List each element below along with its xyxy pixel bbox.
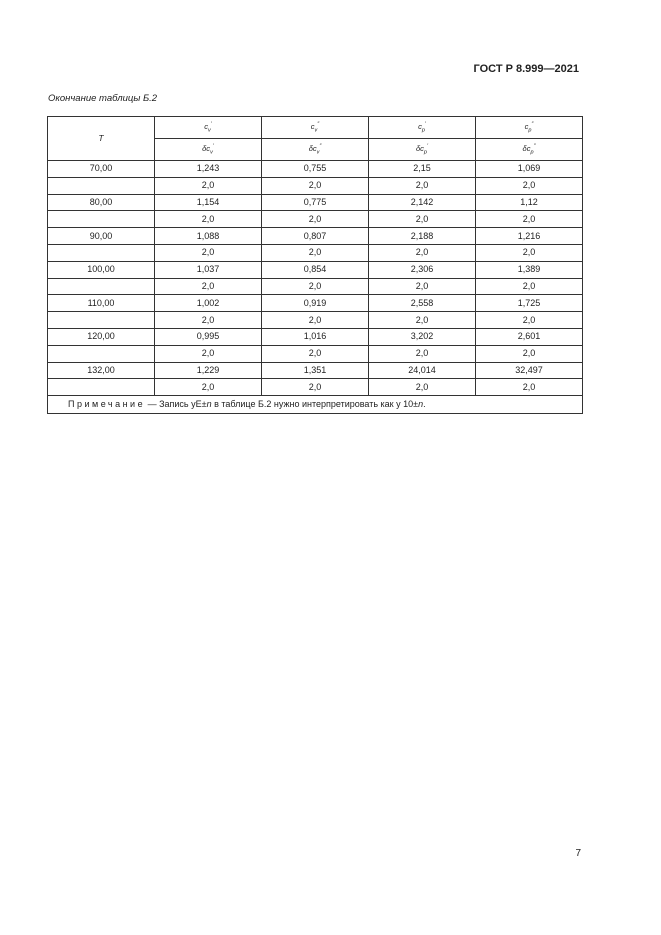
table-row [48,228,583,245]
cell-T: 120,00 [48,328,155,345]
table-row [48,211,583,228]
header-symbol: $c_p'$ [369,117,476,139]
cell-value: 0,807 [262,228,369,245]
cell-value: 1,037 [155,261,262,278]
cell-value: 2,558 [369,295,476,312]
cell-T: 90,00 [48,228,155,245]
cell-value: 2,0 [369,345,476,362]
cell-value: 2,0 [476,177,583,194]
table-row [48,261,583,278]
table-row [48,379,583,396]
cell-value: 1,389 [476,261,583,278]
cell-value: 1,154 [155,194,262,211]
cell-value: 2,0 [262,345,369,362]
cell-value: 2,0 [476,211,583,228]
cell-T: 110,00 [48,295,155,312]
document-code: ГОСТ Р 8.999—2021 [473,63,579,75]
cell-value: 32,497 [476,362,583,379]
cell-value: 2,0 [476,278,583,295]
cell-T: 132,00 [48,362,155,379]
cell-value: 1,12 [476,194,583,211]
table-note: Примечание — Запись yE±n в таблице Б.2 нужно интерпретировать как y 10±n. [48,396,583,414]
cell-value: 2,188 [369,228,476,245]
table-row [48,194,583,211]
header-uncertainty-symbol: $\delta c_p'$ [369,139,476,161]
cell-value: 2,0 [155,177,262,194]
table-row [48,278,583,295]
cell-value: 2,0 [262,211,369,228]
cell-value: 0,919 [262,295,369,312]
cell-value: 2,0 [262,177,369,194]
cell-value: 1,069 [476,161,583,178]
page-number: 7 [575,848,581,859]
header-symbol: $c_v'$ [155,117,262,139]
cell-T [48,278,155,295]
cell-T: 100,00 [48,261,155,278]
cell-T [48,312,155,329]
cell-value: 2,0 [262,312,369,329]
cell-value: 2,0 [155,345,262,362]
cell-value: 1,229 [155,362,262,379]
cell-value: 2,0 [155,379,262,396]
cell-value: 2,0 [476,345,583,362]
table-row [48,295,583,312]
table-row [48,161,583,178]
cell-value: 2,142 [369,194,476,211]
cell-T [48,379,155,396]
header-uncertainty-symbol: $\delta c_p''$ [476,139,583,161]
cell-value: 2,0 [262,379,369,396]
table-header-row-1 [48,117,583,139]
header-uncertainty-symbol: $\delta c_v''$ [262,139,369,161]
cell-value: 2,0 [476,244,583,261]
table-note-row [48,396,583,414]
cell-T [48,211,155,228]
cell-value: 3,202 [369,328,476,345]
cell-value: 2,0 [369,379,476,396]
header-symbol: $c_p''$ [476,117,583,139]
cell-value: 2,0 [155,278,262,295]
note-label: Примечание [68,399,146,410]
table-row [48,177,583,194]
cell-value: 2,0 [476,312,583,329]
cell-value: 2,0 [369,244,476,261]
cell-value: 2,0 [369,177,476,194]
cell-value: 2,0 [369,211,476,228]
cell-value: 1,351 [262,362,369,379]
cell-T [48,345,155,362]
cell-value: 24,014 [369,362,476,379]
table-row [48,244,583,261]
cell-value: 2,0 [155,244,262,261]
cell-T [48,244,155,261]
cell-value: 2,0 [476,379,583,396]
table-row [48,312,583,329]
header-symbol: $c_v''$ [262,117,369,139]
cell-value: 0,775 [262,194,369,211]
table-caption: Окончание таблицы Б.2 [48,93,158,104]
cell-value: 1,016 [262,328,369,345]
data-table [47,116,583,414]
cell-value: 2,0 [155,312,262,329]
cell-value: 2,0 [155,211,262,228]
cell-value: 1,243 [155,161,262,178]
cell-T: 70,00 [48,161,155,178]
cell-value: 2,0 [262,278,369,295]
table-row [48,362,583,379]
cell-value: 1,088 [155,228,262,245]
cell-value: 1,002 [155,295,262,312]
table-row [48,345,583,362]
cell-value: 1,725 [476,295,583,312]
cell-value: 0,854 [262,261,369,278]
header-T: T [48,117,155,161]
table-row [48,328,583,345]
cell-value: 2,0 [262,244,369,261]
header-uncertainty-symbol: $\delta c_v'$ [155,139,262,161]
cell-T: 80,00 [48,194,155,211]
cell-value: 0,995 [155,328,262,345]
cell-value: 0,755 [262,161,369,178]
cell-value: 2,601 [476,328,583,345]
cell-value: 2,0 [369,278,476,295]
cell-value: 2,0 [369,312,476,329]
cell-T [48,177,155,194]
cell-value: 2,15 [369,161,476,178]
cell-value: 2,306 [369,261,476,278]
cell-value: 1,216 [476,228,583,245]
